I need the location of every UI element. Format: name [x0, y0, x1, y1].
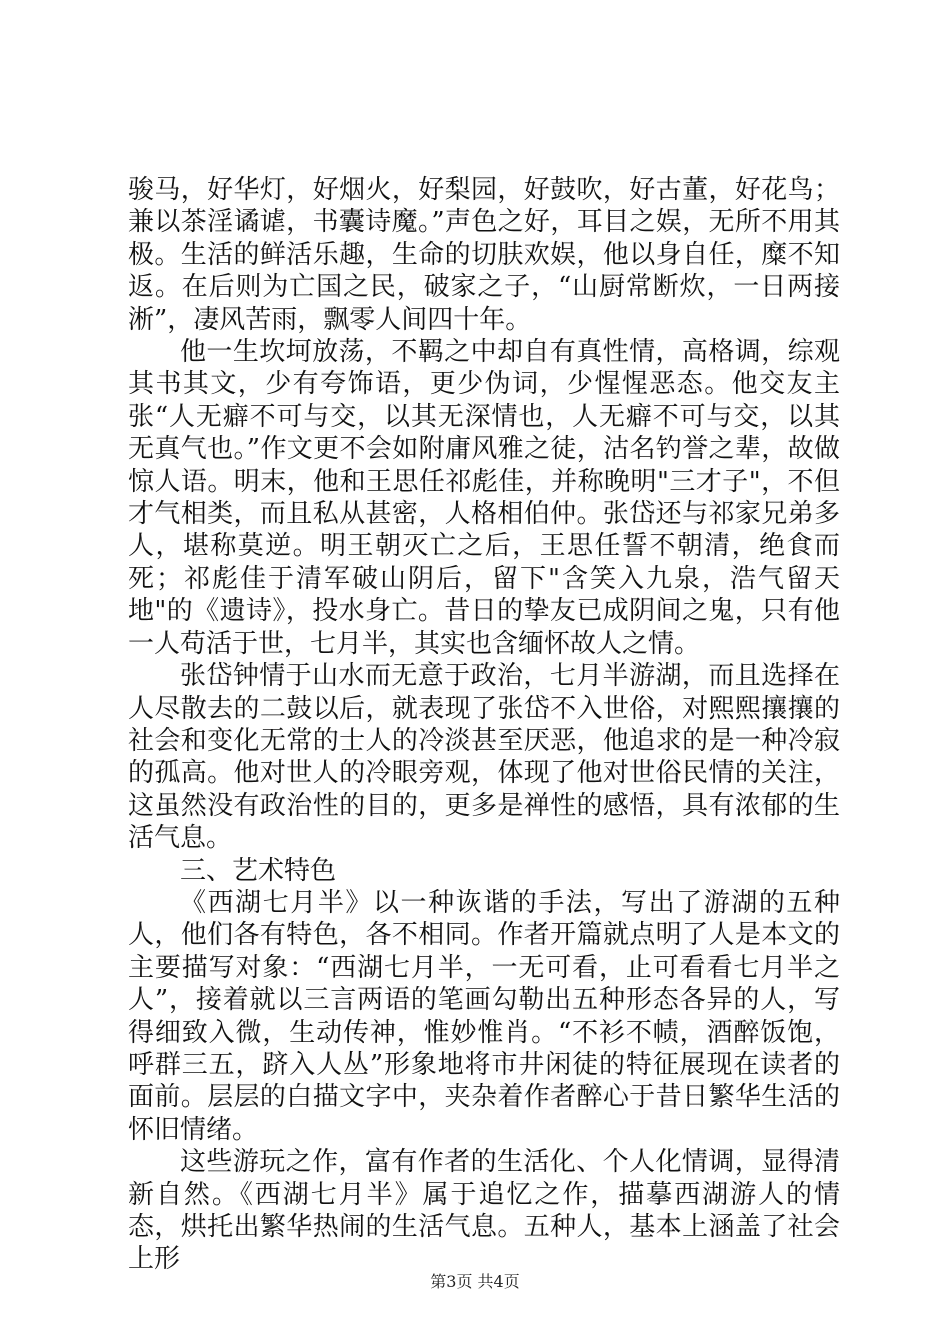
paragraph-five-kinds-of-people: 《西湖七月半》以一种诙谐的手法，写出了游湖的五种人，他们各有特色，各不相同。作者开篇就点明了人是本文的主要描写对象：“西湖七月半，一无可看，止可看看七月半之人”，接着就以三言两语的笔画勾勒出五种形态各异的人，写得细致入微，生动传神，惟妙惟肖。“不衫不帻，酒醉饭饱，呼群三五，跻入人丛”形象地将市井闲徒的特征展现在读者的面前。层层的白描文字中，夹杂着作者醉心于昔日繁华生活的怀旧情绪。 [128, 887, 840, 1145]
paragraph-zhang-dai-character: 他一生坎坷放荡，不羁之中却自有真性情，高格调，综观其书其文，少有夸饰语，更少伪词，少惺惺恶态。他交友主张“人无癖不可与交，以其无深情也，人无癖不可与交，以其无真气也。”作文更不会如附庸风雅之徒，沽名钓誉之辈，故做惊人语。明末，他和王思任祁彪佳，并称晚明"三才子"，不但才气相类，而且私从甚密，人格相伯仲。张岱还与祁家兄弟多人，堪称莫逆。明王朝灭亡之后，王思任誓不朝清，绝食而死；祁彪佳于清军破山阴后，留下"含笑入九泉，浩气留天地"的《遗诗》，投水身亡。昔日的挚友已成阴间之鬼，只有他一人苟活于世，七月半，其实也含缅怀故人之情。 [128, 337, 840, 659]
paragraph-travel-writings: 这些游玩之作，富有作者的生活化、个人化情调，显得清新自然。《西湖七月半》属于追忆之作，描摹西湖游人的情态，烘托出繁华热闹的生活气息。五种人，基本上涵盖了社会上形 [128, 1147, 840, 1275]
document-body [128, 174, 840, 1276]
paragraph-zhang-dai-detachment: 张岱钟情于山水而无意于政治，七月半游湖，而且选择在人尽散去的二鼓以后，就表现了张岱不入世俗，对熙熙攘攘的社会和变化无常的士人的冷淡甚至厌恶，他追求的是一种冷寂的孤高。他对世人的冷眼旁观，体现了他对世俗民情的关注，这虽然没有政治性的目的，更多是禅性的感悟，具有浓郁的生活气息。 [128, 661, 840, 854]
paragraph-continued: 骏马，好华灯，好烟火，好梨园，好鼓吹，好古董，好花鸟；兼以茶淫谲谑，书囊诗魔。”声色之好，耳目之娱，无所不用其极。生活的鲜活乐趣，生命的切肤欢娱，他以身自任，糜不知返。在后则为亡国之民，破家之子，“山厨常断炊，一日两接淅”，凄风苦雨，飘零人间四十年。 [128, 175, 840, 335]
section-heading-artistic-features: 三、艺术特色 [180, 855, 337, 886]
page-footer: 第3页 共4页 [430, 1272, 520, 1291]
